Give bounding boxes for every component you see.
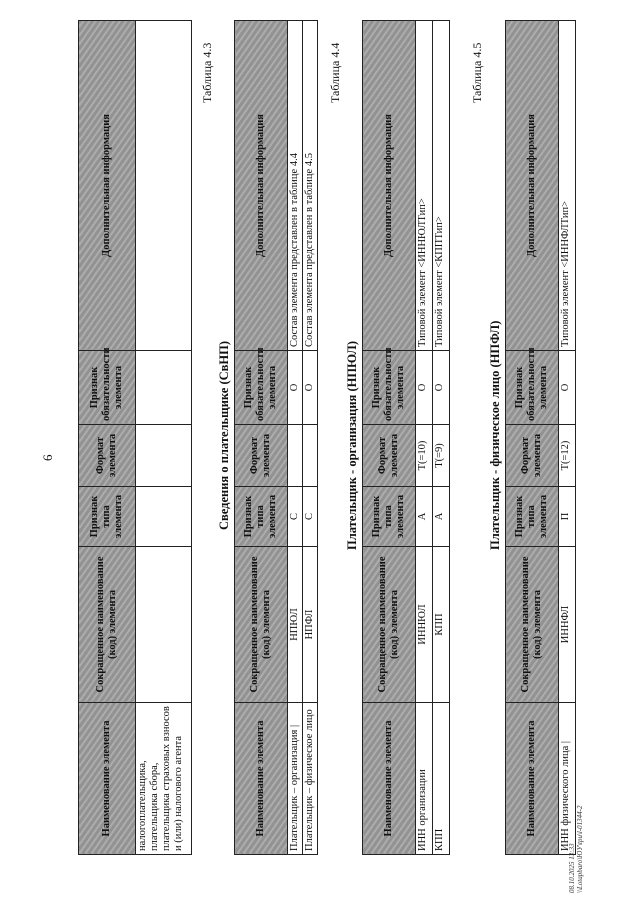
table-cell: ИНН организации [416, 703, 433, 855]
table-row [433, 21, 450, 855]
header-cell: Признак обязательности элемента [79, 351, 136, 425]
header-cell: Признак типа элемента [235, 487, 288, 547]
table-cell: T(=9) [433, 425, 450, 487]
header-cell: Дополнительная информация [79, 21, 136, 351]
table-cell: ИНН физического лица | [559, 703, 576, 855]
header-cell: Формат элемента [506, 425, 559, 487]
table-cell: А [433, 487, 450, 547]
table-row [416, 21, 433, 855]
table-row [303, 21, 318, 855]
table-cell [288, 425, 303, 487]
table-4-4 [362, 20, 450, 855]
header-cell: Наименование элемента [506, 703, 559, 855]
table-4-3 [234, 20, 318, 855]
table-cell: Типовой элемент <ИННФЛТип> [559, 21, 576, 351]
header-cell: Признак обязательности элемента [363, 351, 416, 425]
table-title: Сведения о плательщике (СвНП) [217, 340, 231, 530]
print-stamp [568, 805, 585, 893]
table-title: Плательщик - организация (НПЮЛ) [345, 341, 359, 550]
table-cell: О [288, 351, 303, 425]
table-cell [303, 425, 318, 487]
stamp-line: \\Lotapbaro\ЮУ\tpu\l-01344-2 [576, 805, 585, 893]
header-cell: Наименование элемента [235, 703, 288, 855]
table-cell [136, 21, 192, 351]
table-cell: Типовой элемент <КППТип> [433, 21, 450, 351]
header-cell: Дополнительная информация [363, 21, 416, 351]
table-cell: ИННЮЛ [416, 547, 433, 703]
table-cell [136, 547, 192, 703]
table-cell: Плательщик – физическое лицо [303, 703, 318, 855]
table-cell: КПП [433, 703, 450, 855]
header-cell: Сокращенное наименование (код) элемента [363, 547, 416, 703]
table-cell: НПЮЛ [288, 547, 303, 703]
header-cell: Признак типа элемента [506, 487, 559, 547]
table-cell: П [559, 487, 576, 547]
table-cell: НПФЛ [303, 547, 318, 703]
table-cell: T(=12) [559, 425, 576, 487]
table-cell [136, 425, 192, 487]
table-title: Плательщик - физическое лицо (НПФЛ) [488, 320, 502, 550]
table-caption: Таблица 4.3 [200, 42, 214, 103]
header-cell: Дополнительная информация [506, 21, 559, 351]
table-row [559, 21, 576, 855]
table-cell: КПП [433, 547, 450, 703]
header-cell: Признак обязательности элемента [506, 351, 559, 425]
header-cell: Дополнительная информация [235, 21, 288, 351]
table-caption: Таблица 4.5 [470, 42, 484, 103]
table-cell: ИННФЛ [559, 547, 576, 703]
table-cell: А [416, 487, 433, 547]
table-cell [136, 351, 192, 425]
header-cell: Признак типа элемента [363, 487, 416, 547]
table-row [288, 21, 303, 855]
table-4-5 [505, 20, 576, 855]
table-caption: Таблица 4.4 [328, 42, 342, 103]
continuation-table [78, 20, 192, 855]
table-cell: С [303, 487, 318, 547]
header-cell: Формат элемента [363, 425, 416, 487]
page-number: 6 [40, 454, 55, 461]
header-cell: Наименование элемента [363, 703, 416, 855]
table-cell: С [288, 487, 303, 547]
table-cell: О [559, 351, 576, 425]
header-cell: Формат элемента [235, 425, 288, 487]
table-cell: Состав элемента представлен в таблице 4.4 [288, 21, 303, 351]
table-cell: Типовой элемент <ИННЮЛТип> [416, 21, 433, 351]
table-cell: О [416, 351, 433, 425]
table-cell: О [303, 351, 318, 425]
header-cell: Сокращенное наименование (код) элемента [79, 547, 136, 703]
table-cell: О [433, 351, 450, 425]
table-cell: T(=10) [416, 425, 433, 487]
table-cell: налогоплательщика, плательщика сбора, плательщика страховых взносов и (или) налогового агента [136, 703, 192, 855]
header-cell: Сокращенное наименование (код) элемента [506, 547, 559, 703]
header-cell: Сокращенное наименование (код) элемента [235, 547, 288, 703]
header-cell: Формат элемента [79, 425, 136, 487]
header-cell: Признак типа элемента [79, 487, 136, 547]
header-cell: Признак обязательности элемента [235, 351, 288, 425]
stamp-line: 08.10.2025 13:33 [568, 843, 576, 893]
table-cell: Состав элемента представлен в таблице 4.5 [303, 21, 318, 351]
header-cell: Наименование элемента [79, 703, 136, 855]
table-cell: Плательщик – организация | [288, 703, 303, 855]
table-cell [136, 487, 192, 547]
